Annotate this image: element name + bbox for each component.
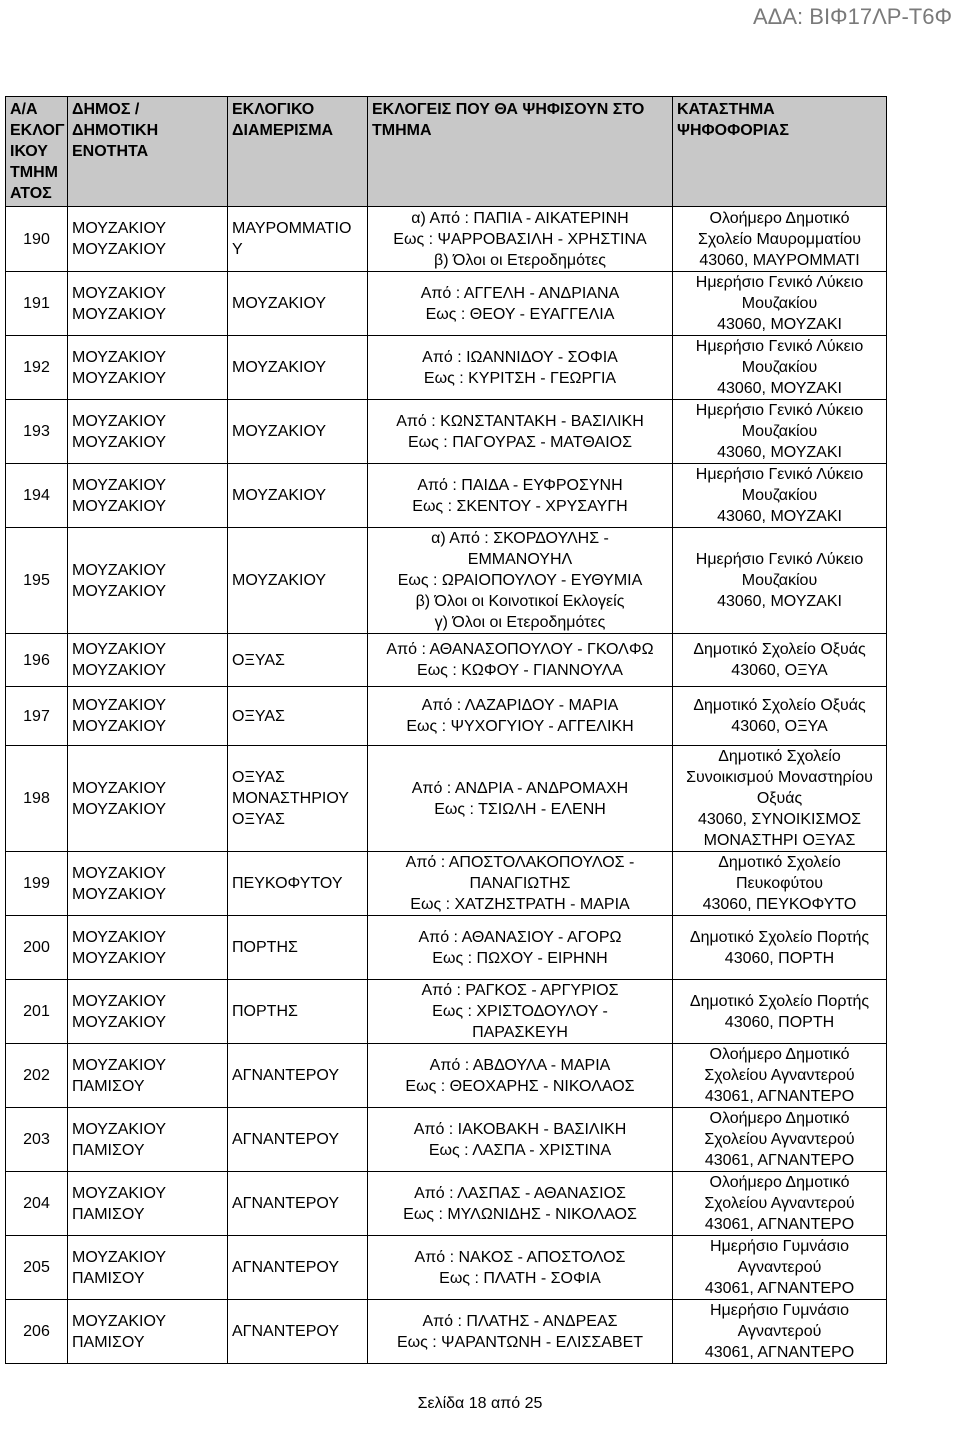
voters-cell	[368, 1108, 673, 1172]
polling-station-cell	[673, 1236, 887, 1300]
municipality-cell-line: ΜΟΥΖΑΚΙΟΥ	[72, 561, 167, 579]
voters-cell-line: Εως : ΜΥΛΩΝΙΔΗΣ - ΝΙΚΟΛΑΟΣ	[403, 1205, 637, 1223]
table-row	[6, 1300, 887, 1364]
polling-station-cell	[673, 207, 887, 272]
district-cell-line: ΠΕΥΚΟΦΥΤΟΥ	[232, 875, 343, 892]
polling-station-cell-line: Δημοτικό Σχολείο Πορτής	[689, 928, 870, 946]
voters-cell	[368, 207, 673, 272]
voters-cell-line: Από : ΑΓΓΕΛΗ - ΑΝΔΡΙΑΝΑ	[420, 284, 620, 302]
table-row	[6, 687, 887, 746]
municipality-cell	[68, 746, 228, 852]
voters-cell-line: Από : ΑΠΟΣΤΟΛΑΚΟΠΟΥΛΟΣ -	[405, 854, 635, 871]
district-cell	[228, 852, 368, 916]
section-number-cell: 198	[6, 746, 68, 852]
district-cell	[228, 1172, 368, 1236]
voters-cell-line: Εως : ΚΩΦΟΥ - ΓΙΑΝΝΟΥΛΑ	[417, 662, 623, 679]
polling-station-cell-line: Σχολείου Αγναντερού	[704, 1195, 855, 1212]
polling-station-cell-line: 43060, ΜΟΥΖΑΚΙ	[717, 593, 842, 610]
district-cell-line: ΜΟΥΖΑΚΙΟΥ	[232, 295, 327, 312]
district-cell-line: ΜΑΥΡΟΜΜΑΤΙΟ	[232, 220, 352, 237]
district-cell	[228, 1044, 368, 1108]
header-text-line: ΔΙΑΜΕΡΙΣΜΑ	[232, 122, 334, 139]
polling-station-cell-line: 43060, ΜΟΥΖΑΚΙ	[717, 380, 842, 397]
polling-station-cell-line: 43061, ΑΓΝΑΝΤΕΡΟ	[704, 1152, 855, 1169]
municipality-cell-line: ΜΟΥΖΑΚΙΟΥ	[72, 412, 167, 430]
voters-cell-line: γ) Όλοι οι Ετεροδημότες	[434, 614, 606, 631]
municipality-cell-line: ΜΟΥΖΑΚΙΟΥ	[72, 662, 167, 679]
polling-station-cell-line: Μουζακίου	[741, 487, 818, 504]
polling-station-cell-line: Σχολείου Αγναντερού	[704, 1067, 855, 1084]
header-text-line: ΙΚΟΥ	[10, 143, 48, 160]
voters-cell	[368, 528, 673, 634]
header-text-line: ΑΤΟΣ	[10, 185, 52, 202]
district-cell-line: ΜΟΥΖΑΚΙΟΥ	[232, 423, 327, 440]
municipality-cell-line: ΜΟΥΖΑΚΙΟΥ	[72, 864, 167, 882]
polling-station-cell	[673, 634, 887, 687]
polling-station-cell	[673, 916, 887, 980]
voters-cell-line: Από : ΝΑΚΟΣ - ΑΠΟΣΤΟΛΟΣ	[414, 1248, 626, 1266]
polling-station-cell-line: 43060, ΜΟΥΖΑΚΙ	[717, 444, 842, 461]
voters-cell-line: Εως : ΧΡΙΣΤΟΔΟΥΛΟΥ -	[432, 1003, 608, 1020]
municipality-cell-line: ΜΟΥΖΑΚΙΟΥ	[72, 348, 167, 366]
district-cell-line: ΜΟΝΑΣΤΗΡΙΟΥ	[232, 790, 349, 807]
section-number-cell: 192	[6, 336, 68, 400]
polling-station-cell-line: Δημοτικό Σχολείο Πορτής	[689, 992, 870, 1010]
voters-cell-line: Από : ΑΘΑΝΑΣΙΟΥ - ΑΓΟΡΩ	[418, 928, 622, 946]
header-text-line: ΔΗΜΟΤΙΚΗ	[72, 122, 159, 139]
voters-cell-line: Εως : ΤΣΙΩΛΗ - ΕΛΕΝΗ	[434, 800, 606, 818]
header-text-line: Α/Α	[10, 101, 38, 118]
polling-station-cell-line: Αγναντερού	[737, 1259, 822, 1276]
polling-station-cell-line: 43061, ΑΓΝΑΝΤΕΡΟ	[704, 1280, 855, 1297]
table-row	[6, 980, 887, 1044]
voters-cell-line: Εως : ΨΑΡΡΟΒΑΣΙΛΗ - ΧΡΗΣΤΙΝΑ	[393, 230, 647, 248]
voters-cell	[368, 464, 673, 528]
municipality-cell-line: ΜΟΥΖΑΚΙΟΥ	[72, 241, 167, 258]
voters-cell-line: ΠΑΡΑΣΚΕΥΗ	[472, 1024, 568, 1041]
district-cell	[228, 336, 368, 400]
polling-station-cell-line: Ημερήσιο Γενικό Λύκειο	[695, 274, 864, 291]
district-cell	[228, 400, 368, 464]
table-row	[6, 1044, 887, 1108]
voters-cell	[368, 687, 673, 746]
polling-station-cell-line: 43061, ΑΓΝΑΝΤΕΡΟ	[704, 1344, 855, 1361]
voters-cell-line: Εως : ΣΚΕΝΤΟΥ - ΧΡΥΣΑΥΓΗ	[412, 497, 628, 515]
district-cell-line: ΟΞΥΑΣ	[232, 707, 285, 725]
district-cell	[228, 1236, 368, 1300]
section-number-cell: 199	[6, 852, 68, 916]
district-cell-line: ΑΓΝΑΝΤΕΡΟΥ	[232, 1195, 339, 1212]
table-header-row	[6, 97, 887, 207]
municipality-cell-line: ΜΟΥΖΑΚΙΟΥ	[72, 582, 167, 600]
voters-cell-line: Εως : ΨΑΡΑΝΤΩΝΗ - ΕΛΙΣΣΑΒΕΤ	[396, 1333, 644, 1351]
polling-station-cell	[673, 528, 887, 634]
polling-station-cell	[673, 1044, 887, 1108]
voters-cell-line: Εως : ΚΥΡΙΤΣΗ - ΓΕΩΡΓΙΑ	[423, 369, 617, 387]
municipality-cell-line: ΜΟΥΖΑΚΙΟΥ	[72, 1312, 167, 1330]
municipality-cell-line: ΜΟΥΖΑΚΙΟΥ	[72, 1184, 167, 1202]
table-row	[6, 1108, 887, 1172]
voters-cell	[368, 400, 673, 464]
district-cell-line: ΑΓΝΑΝΤΕΡΟΥ	[232, 1131, 339, 1148]
polling-station-cell-line: 43060, ΟΞΥΑ	[731, 662, 828, 679]
section-number-cell: 190	[6, 207, 68, 272]
voters-cell-line: Εως : ΠΛΑΤΗ - ΣΟΦΙΑ	[439, 1269, 601, 1287]
polling-station-cell	[673, 1108, 887, 1172]
table-row	[6, 528, 887, 634]
table-row	[6, 1236, 887, 1300]
section-number-cell: 193	[6, 400, 68, 464]
district-cell-line: ΜΟΥΖΑΚΙΟΥ	[232, 572, 327, 589]
polling-station-cell	[673, 272, 887, 336]
table-row	[6, 464, 887, 528]
polling-station-cell-line: Πευκοφύτου	[735, 875, 823, 892]
voters-cell	[368, 336, 673, 400]
municipality-cell-line: ΜΟΥΖΑΚΙΟΥ	[72, 497, 167, 515]
voters-cell-line: α) Από : ΣΚΟΡΔΟΥΛΗΣ -	[431, 530, 609, 547]
polling-station-cell-line: 43060, ΜΟΥΖΑΚΙ	[717, 316, 842, 333]
voters-cell	[368, 1236, 673, 1300]
voters-cell-line: Από : ΛΑΖΑΡΙΔΟΥ - ΜΑΡΙΑ	[421, 697, 619, 714]
voters-cell-line: Από : ΛΑΣΠΑΣ - ΑΘΑΝΑΣΙΟΣ	[414, 1184, 626, 1202]
municipality-cell	[68, 400, 228, 464]
table-row	[6, 1172, 887, 1236]
section-number-cell: 202	[6, 1044, 68, 1108]
polling-station-cell-line: Ολοήμερο Δημοτικό	[709, 1110, 850, 1127]
district-cell	[228, 272, 368, 336]
voters-cell	[368, 1172, 673, 1236]
polling-station-cell	[673, 464, 887, 528]
voters-cell	[368, 980, 673, 1044]
municipality-cell-line: ΜΟΥΖΑΚΙΟΥ	[72, 928, 167, 946]
ada-header: ΑΔΑ: ΒΙΦ17ΛΡ-Τ6Φ	[753, 4, 952, 29]
polling-station-cell	[673, 746, 887, 852]
district-cell	[228, 528, 368, 634]
polling-station-cell-line: Συνοικισμού Μοναστηρίου	[686, 769, 873, 786]
polling-station-cell-line: Ολοήμερο Δημοτικό	[709, 1046, 850, 1063]
polling-station-cell	[673, 1300, 887, 1364]
voters-cell-line: α) Από : ΠΑΠΙΑ - ΑΙΚΑΤΕΡΙΝΗ	[411, 209, 629, 227]
municipality-cell-line: ΜΟΥΖΑΚΙΟΥ	[72, 220, 167, 237]
municipality-cell-line: ΜΟΥΖΑΚΙΟΥ	[72, 1120, 167, 1138]
district-cell-line: ΜΟΥΖΑΚΙΟΥ	[232, 487, 327, 504]
table-row	[6, 852, 887, 916]
municipality-cell-line: ΜΟΥΖΑΚΙΟΥ	[72, 476, 167, 494]
section-number-cell: 203	[6, 1108, 68, 1172]
polling-station-cell-line: 43060, ΜΟΥΖΑΚΙ	[717, 508, 842, 525]
polling-station-cell	[673, 336, 887, 400]
municipality-cell	[68, 1300, 228, 1364]
district-cell-line: ΜΟΥΖΑΚΙΟΥ	[232, 359, 327, 376]
municipality-cell-line: ΜΟΥΖΑΚΙΟΥ	[72, 992, 167, 1010]
municipality-cell-line: ΜΟΥΖΑΚΙΟΥ	[72, 718, 167, 735]
polling-station-cell-line: Μουζακίου	[741, 423, 818, 440]
header-section-number	[6, 97, 68, 207]
voters-cell	[368, 852, 673, 916]
voters-cell-line: Εως : ΘΕΟΥ - ΕΥΑΓΓΕΛΙΑ	[425, 305, 615, 323]
polling-station-cell-line: 43060, ΟΞΥΑ	[731, 718, 828, 735]
polling-station-cell-line: 43060, ΠΟΡΤΗ	[724, 1013, 835, 1031]
district-cell	[228, 1108, 368, 1172]
district-cell	[228, 207, 368, 272]
header-polling-station	[673, 97, 887, 207]
district-cell-line: ΟΞΥΑΣ	[232, 769, 285, 786]
district-cell	[228, 746, 368, 852]
polling-station-cell-line: 43060, ΠΕΥΚΟΦΥΤΟ	[702, 896, 857, 913]
header-text-line: ΚΑΤΑΣΤΗΜΑ	[677, 101, 775, 118]
municipality-cell-line: ΜΟΥΖΑΚΙΟΥ	[72, 305, 167, 323]
voters-cell-line: ΕΜΜΑΝΟΥΗΛ	[467, 551, 573, 568]
municipality-cell-line: ΜΟΥΖΑΚΙΟΥ	[72, 949, 167, 967]
polling-station-cell-line: Ημερήσιο Γενικό Λύκειο	[695, 551, 864, 568]
page-footer: Σελίδα 18 από 25	[417, 1395, 543, 1412]
municipality-cell	[68, 207, 228, 272]
section-number-cell: 194	[6, 464, 68, 528]
municipality-cell-line: ΠΑΜΙΣΟΥ	[72, 1077, 145, 1095]
polling-station-cell-line: Δημοτικό Σχολείο Οξυάς	[693, 641, 866, 658]
voters-cell-line: Από : ΡΑΓΚΟΣ - ΑΡΓΥΡΙΟΣ	[421, 982, 619, 999]
polling-station-cell-line: Ημερήσιο Γενικό Λύκειο	[695, 402, 864, 419]
table-row	[6, 207, 887, 272]
district-cell-line: ΟΞΥΑΣ	[232, 651, 285, 669]
municipality-cell	[68, 336, 228, 400]
district-cell-line: ΑΓΝΑΝΤΕΡΟΥ	[232, 1067, 339, 1084]
header-text-line: ΕΚΛΟΓΕΙΣ ΠΟΥ ΘΑ ΨΗΦΙΣΟΥΝ ΣΤΟ	[372, 101, 645, 118]
district-cell-line: Υ	[232, 241, 243, 258]
table-row	[6, 272, 887, 336]
voters-cell-line: Από : ΠΑΙΔΑ - ΕΥΦΡΟΣΥΝΗ	[417, 476, 623, 494]
polling-stations-table	[5, 96, 887, 1364]
polling-station-cell	[673, 400, 887, 464]
section-number-cell: 196	[6, 634, 68, 687]
section-number-cell: 204	[6, 1172, 68, 1236]
district-cell	[228, 1300, 368, 1364]
table-row	[6, 336, 887, 400]
voters-cell	[368, 916, 673, 980]
district-cell-line: ΟΞΥΑΣ	[232, 811, 285, 828]
municipality-cell	[68, 1236, 228, 1300]
voters-cell-line: β) Όλοι οι Κοινοτικοί Εκλογείς	[415, 593, 625, 610]
section-number-cell: 191	[6, 272, 68, 336]
municipality-cell-line: ΜΟΥΖΑΚΙΟΥ	[72, 369, 167, 387]
municipality-cell-line: ΜΟΥΖΑΚΙΟΥ	[72, 1056, 167, 1074]
voters-cell	[368, 272, 673, 336]
polling-station-cell-line: Οξυάς	[756, 790, 803, 807]
polling-station-cell-line: 43060, ΠΟΡΤΗ	[724, 949, 835, 967]
polling-station-cell-line: Μουζακίου	[741, 359, 818, 376]
header-electoral-district	[228, 97, 368, 207]
polling-station-cell	[673, 1172, 887, 1236]
district-cell	[228, 634, 368, 687]
municipality-cell-line: ΜΟΥΖΑΚΙΟΥ	[72, 885, 167, 903]
district-cell-line: ΑΓΝΑΝΤΕΡΟΥ	[232, 1259, 339, 1276]
polling-station-cell-line: 43060, ΣΥΝΟΙΚΙΣΜΟΣ	[697, 811, 862, 828]
voters-cell-line: Εως : ΨΥΧΟΓΥΙΟΥ - ΑΓΓΕΛΙΚΗ	[406, 718, 634, 735]
municipality-cell	[68, 852, 228, 916]
polling-station-cell-line: Ολοήμερο Δημοτικό	[709, 209, 850, 227]
voters-cell-line: Εως : ΧΑΤΖΗΣΤΡΑΤΗ - ΜΑΡΙΑ	[410, 896, 630, 913]
voters-cell	[368, 1044, 673, 1108]
polling-station-cell-line: Αγναντερού	[737, 1323, 822, 1340]
voters-cell-line: Εως : ΛΑΣΠΑ - ΧΡΙΣΤΙΝΑ	[428, 1141, 612, 1159]
polling-station-cell	[673, 687, 887, 746]
district-cell	[228, 464, 368, 528]
section-number-cell: 201	[6, 980, 68, 1044]
polling-station-cell-line: 43060, ΜΑΥΡΟΜΜΑΤΙ	[699, 251, 860, 269]
district-cell-line: ΠΟΡΤΗΣ	[232, 1003, 298, 1020]
municipality-cell-line: ΜΟΥΖΑΚΙΟΥ	[72, 641, 167, 658]
district-cell-line: ΠΟΡΤΗΣ	[232, 939, 298, 956]
polling-station-cell-line: Δημοτικό Σχολείο	[718, 748, 841, 765]
polling-station-cell-line: Σχολείο Μαυρομματίου	[697, 230, 862, 248]
header-text-line: ΔΗΜΟΣ /	[72, 101, 140, 118]
voters-cell	[368, 634, 673, 687]
polling-station-cell	[673, 852, 887, 916]
section-number-cell: 195	[6, 528, 68, 634]
header-text-line: ΕΚΛΟΓ	[10, 122, 65, 139]
municipality-cell	[68, 272, 228, 336]
table-row	[6, 746, 887, 852]
header-voters	[368, 97, 673, 207]
polling-station-cell-line: Μουζακίου	[741, 572, 818, 589]
municipality-cell	[68, 1172, 228, 1236]
voters-cell-line: Από : ΠΛΑΤΗΣ - ΑΝΔΡΕΑΣ	[422, 1312, 618, 1330]
polling-station-cell	[673, 980, 887, 1044]
header-text-line: ΤΜΗΜ	[10, 164, 58, 181]
voters-cell-line: Από : ΙΩΑΝΝΙΔΟΥ - ΣΟΦΙΑ	[422, 348, 618, 366]
polling-station-cell-line: Δημοτικό Σχολείο	[718, 854, 841, 871]
district-cell	[228, 687, 368, 746]
municipality-cell-line: ΜΟΥΖΑΚΙΟΥ	[72, 800, 167, 818]
voters-cell-line: Εως : ΠΩΧΟΥ - ΕΙΡΗΝΗ	[432, 949, 608, 967]
voters-cell-line: Από : ΙΑΚΟΒΑΚΗ - ΒΑΣΙΛΙΚΗ	[413, 1120, 627, 1138]
municipality-cell-line: ΜΟΥΖΑΚΙΟΥ	[72, 1013, 167, 1031]
municipality-cell-line: ΜΟΥΖΑΚΙΟΥ	[72, 697, 167, 714]
header-text-line: ΕΚΛΟΓΙΚΟ	[232, 101, 315, 118]
voters-cell-line: Από : ΚΩΝΣΤΑΝΤΑΚΗ - ΒΑΣΙΛΙΚΗ	[396, 412, 644, 430]
polling-station-cell-line: Σχολείου Αγναντερού	[704, 1131, 855, 1148]
polling-station-cell-line: Ημερήσιο Γυμνάσιο	[709, 1302, 850, 1319]
district-cell	[228, 916, 368, 980]
section-number-cell: 205	[6, 1236, 68, 1300]
municipality-cell-line: ΜΟΥΖΑΚΙΟΥ	[72, 779, 167, 797]
municipality-cell-line: ΜΟΥΖΑΚΙΟΥ	[72, 1248, 167, 1266]
polling-station-cell-line: Ημερήσιο Γενικό Λύκειο	[695, 466, 864, 483]
municipality-cell	[68, 1044, 228, 1108]
header-text-line: ΕΝΟΤΗΤΑ	[72, 143, 149, 160]
voters-cell-line: Από : ΑΘΑΝΑΣΟΠΟΥΛΟΥ - ΓΚΟΛΦΩ	[386, 641, 654, 658]
voters-cell-line: ΠΑΝΑΓΙΩΤΗΣ	[469, 875, 571, 892]
municipality-cell	[68, 687, 228, 746]
municipality-cell-line: ΜΟΥΖΑΚΙΟΥ	[72, 433, 167, 451]
table-row	[6, 634, 887, 687]
voters-cell-line: Εως : ΘΕΟΧΑΡΗΣ - ΝΙΚΟΛΑΟΣ	[405, 1077, 635, 1095]
polling-station-cell-line: 43061, ΑΓΝΑΝΤΕΡΟ	[704, 1088, 855, 1105]
municipality-cell	[68, 1108, 228, 1172]
municipality-cell-line: ΠΑΜΙΣΟΥ	[72, 1333, 145, 1351]
district-cell-line: ΑΓΝΑΝΤΕΡΟΥ	[232, 1323, 339, 1340]
header-text-line: ΨΗΦΟΦΟΡΙΑΣ	[677, 122, 789, 139]
table-row	[6, 400, 887, 464]
polling-station-cell-line: Ημερήσιο Γενικό Λύκειο	[695, 338, 864, 355]
municipality-cell-line: ΜΟΥΖΑΚΙΟΥ	[72, 284, 167, 302]
municipality-cell	[68, 916, 228, 980]
table-body	[6, 207, 887, 1364]
section-number-cell: 200	[6, 916, 68, 980]
voters-cell-line: β) Όλοι οι Ετεροδημότες	[434, 251, 606, 269]
municipality-cell-line: ΠΑΜΙΣΟΥ	[72, 1141, 145, 1159]
polling-station-cell-line: Ολοήμερο Δημοτικό	[709, 1174, 850, 1191]
polling-station-cell-line: Μουζακίου	[741, 295, 818, 312]
polling-station-cell-line: ΜΟΝΑΣΤΗΡΙ ΟΞΥΑΣ	[703, 832, 856, 849]
voters-cell	[368, 1300, 673, 1364]
section-number-cell: 206	[6, 1300, 68, 1364]
section-number-cell: 197	[6, 687, 68, 746]
voters-cell-line: Από : ΑΒΔΟΥΛΑ - ΜΑΡΙΑ	[429, 1056, 611, 1074]
header-municipality	[68, 97, 228, 207]
voters-cell	[368, 746, 673, 852]
municipality-cell	[68, 528, 228, 634]
municipality-cell	[68, 464, 228, 528]
municipality-cell-line: ΠΑΜΙΣΟΥ	[72, 1269, 145, 1287]
polling-station-cell-line: Δημοτικό Σχολείο Οξυάς	[693, 697, 866, 714]
municipality-cell-line: ΠΑΜΙΣΟΥ	[72, 1205, 145, 1223]
municipality-cell	[68, 634, 228, 687]
polling-station-cell-line: Ημερήσιο Γυμνάσιο	[709, 1238, 850, 1255]
voters-cell-line: Εως : ΠΑΓΟΥΡΑΣ - ΜΑΤΘΑΙΟΣ	[407, 433, 633, 451]
table-row	[6, 916, 887, 980]
header-text-line: ΤΜΗΜΑ	[372, 122, 432, 139]
voters-cell-line: Από : ΑΝΔΡΙΑ - ΑΝΔΡΟΜΑΧΗ	[411, 779, 629, 797]
district-cell	[228, 980, 368, 1044]
municipality-cell	[68, 980, 228, 1044]
voters-cell-line: Εως : ΩΡΑΙΟΠΟΥΛΟΥ - ΕΥΘΥΜΙΑ	[397, 572, 643, 589]
polling-station-cell-line: 43061, ΑΓΝΑΝΤΕΡΟ	[704, 1216, 855, 1233]
